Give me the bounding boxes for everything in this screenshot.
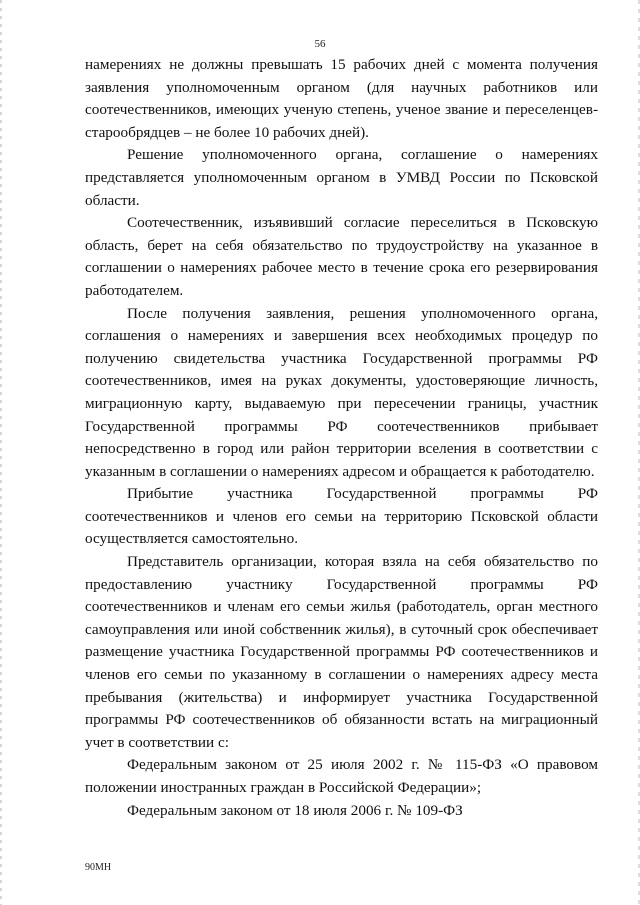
paragraph-7: Федеральным законом от 25 июля 2002 г. № 115-ФЗ «О правовом положении иностранных граждан в Российской Федерации»; (85, 756, 598, 796)
paragraph-5: Прибытие участника Государственной программы РФ соотечественников и членов его семьи на территорию Псковской области осуществляется самостоятельно. (85, 485, 598, 548)
paragraph-1: намерениях не должны превышать 15 рабочих дней с момента получения заявления уполномоченным органом (для научных работников или соотечественников, имеющих ученую степень, ученое звание и переселенцев-старообрядцев – не более 10 рабочих дней). (85, 56, 598, 141)
body-text (85, 54, 598, 822)
paragraph-4: После получения заявления, решения уполномоченного органа, соглашения о намерениях и завершения всех необходимых процедур по получению свидетельства участника Государственной программы РФ соотечественников, имея на руках документы, удостоверяющие личность, миграционную карту, выдаваемую при пересечении границы, участник Государственной программы РФ соотечественников прибывает непосредственно в город или район территории вселения в соответствии с указанным в соглашении о намерениях адресом и обращается к работодателю. (85, 304, 598, 480)
footer-code: 90МН (85, 862, 112, 873)
scan-edge-left (0, 0, 2, 905)
paragraph-8: Федеральным законом от 18 июля 2006 г. № 109-ФЗ (127, 801, 463, 819)
paragraph-2: Решение уполномоченного органа, соглашение о намерениях представляется уполномоченным органом в УМВД России по Псковской области. (85, 146, 598, 209)
paragraph-6: Представитель организации, которая взяла на себя обязательство по предоставлению участнику Государственной программы РФ соотечественников и членам его семьи жилья (работодатель, орган местного самоуправления или иной собственник жилья), в суточный срок обеспечивает размещение участника Государственной программы РФ соотечественников и членов его семьи по указанному в соглашении о намерениях адресу места пребывания (жительства) и информирует участника Государственной программы РФ соотечественников об обязанности встать на миграционный учет в соответствии с: (85, 553, 598, 751)
paragraph-3: Соотечественник, изъявивший согласие переселиться в Псковскую область, берет на себя обязательство по трудоустройству на указанное в соглашении о намерениях рабочее место в течение срока его резервирования работодателем. (85, 214, 598, 299)
page-number: 56 (314, 38, 326, 50)
